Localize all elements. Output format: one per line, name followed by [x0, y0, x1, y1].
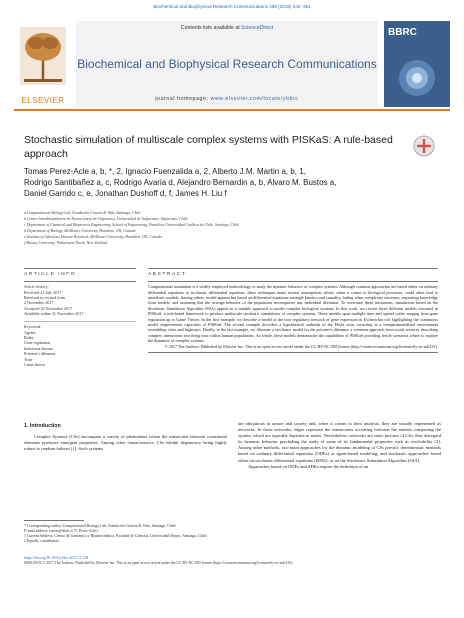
affiliation: c Department of Chemical and Bioprocess Engineering, School of Engineering, Pontificia Universidad Católica de Chile, Santiago, Chile	[24, 223, 240, 227]
contents-availability	[76, 25, 378, 31]
intro-column-right	[238, 421, 441, 470]
article-info-heading: ARTICLE INFO	[24, 271, 77, 277]
cover-graphic-icon	[392, 55, 442, 101]
affiliation: d Department of Biology, McMaster University, Hamilton, ON, Canada	[24, 229, 136, 233]
history-entry: Received 21 July 2017	[24, 289, 62, 295]
keyword: Agents	[24, 329, 36, 335]
keywords-label: Keywords:	[24, 324, 42, 330]
footnote[interactable]: E-mail address: tomas@dlab.cl (T. Perez-Acle).	[24, 528, 99, 533]
affiliation: e Institute of Infectious Disease Research, McMaster University, Hamilton, ON, Canada	[24, 235, 162, 239]
history-entry: Available online 21 November 2017	[24, 311, 84, 317]
authors-line[interactable]: Rodrigo Santibañez a, c, Rodrigo Avaria d, Alejandro Bernardin a, b, Alvaro M. Bustos a,	[24, 178, 337, 187]
homepage-link[interactable]: www.elsevier.com/locate/ybbrc	[210, 96, 299, 102]
paragraph: Approaches based on ODEs and SDEs require the definition of an	[248, 463, 369, 469]
footnote: * Corresponding author. Computational Biology Lab, Fundación Ciencia & Vida, Santiago, Chile.	[24, 523, 177, 528]
elsevier-tree-icon	[14, 21, 72, 93]
history-label: Article history:	[24, 284, 49, 290]
abstract-body: Computational simulation is a widely employed methodology to study the dynamic behavior of complex systems. Although common approaches are based either on ordinary differential equations or stochastic differential equations, these techniques make several assumptions which, when it comes to biological processes, could often lead to unrealistic models. Among others, model approaches based on differential equations entangle kinetics and causality, failing when complexity increases, separating knowledge from models, and assuming that the average behavior of the population encompasses any individual deviation. To overcome these limitations, simulations based on the Stochastic Simulation Algorithm (SSA) appear as a suitable approach to model complex biological systems. In this work, we review three different models executed in PISKaS: a rule-based framework to produce multiscale stochastic simulations of complex systems. These models span multiple time and spatial scales ranging from gene regulation up to Game Theory. In the first example, we describe a model of the core regulatory network of gene expression in Escherichia coli highlighting the continuous model improvement capacities of PISKaS. The second example describes a hypothetical outbreak of the Ebola virus occurring in a compartmentalized environment resembling cities and highways. Finally, in the last example, we illustrate a stochastic model for the prisoner's dilemma; a common approach from social sciences describing complex interactions involving trust within human populations. As whole, these models demonstrate the capabilities of PISKaS providing fertile scenarios where to explore the dynamics of complex systems.	[148, 284, 438, 344]
keyword: Gene regulation	[24, 340, 51, 346]
crossmark-icon[interactable]	[412, 134, 436, 158]
affiliation: f Massey University, Palmerston North, New Zealand	[24, 241, 108, 245]
keyword: Infectious disease	[24, 345, 54, 351]
article-info	[24, 268, 136, 367]
section-rule	[24, 321, 136, 322]
section-heading: 1. Introduction	[24, 423, 61, 429]
keyword: Trust	[24, 356, 33, 362]
section-rule	[24, 268, 136, 269]
journal-homepage	[76, 96, 378, 102]
history-entry: 2 November 2017	[24, 300, 54, 306]
keyword: Rules	[24, 335, 34, 341]
authors-line[interactable]: Daniel Garrido c, e, Jonathan Dushoff d, f, James H. Liu f	[24, 189, 227, 198]
footnotes	[24, 520, 227, 544]
authors-line[interactable]: Tomas Perez-Acle a, b, *, 2, Ignacio Fuenzalida a, 2, Alberto J.M. Martin a, b, 1,	[24, 167, 306, 176]
doi-link[interactable]: https://doi.org/10.1016/j.bbrc.2017.11.138	[24, 556, 89, 560]
abstract-section	[148, 268, 438, 353]
intro-column-left	[24, 434, 227, 452]
author-list	[24, 166, 434, 199]
article-title: Stochastic simulation of multiscale complex systems with PISKaS: A rule-based approach	[24, 134, 393, 160]
section-rule	[148, 281, 438, 282]
homepage-prefix: journal homepage:	[155, 96, 211, 102]
paragraph: Complex Systems (CSs) encompass a variety of phenomena where the interaction between constituent elements produces emergent properties. Among other characteristics, CSs exhibit degeneracy being highly robust to random failures [1]. Such systems	[24, 434, 227, 452]
footnote: 1 Current Address: Centro de Genómica y Bioinformática, Facultad de Ciencias, Universidad Mayor, Santiago, Chile.	[24, 533, 208, 538]
footnote-rule	[24, 520, 84, 521]
keyword: Game theory	[24, 362, 46, 368]
masthead-divider	[14, 109, 450, 111]
contents-prefix: Contents lists available at	[180, 25, 242, 31]
affiliation: b Centro Interdisciplinario de Neurociencia de Valparaíso, Universidad de Valparaíso, Valparaíso, Chile	[24, 217, 188, 221]
history-entry: Received in revised form	[24, 295, 66, 300]
paragraph: are ubiquitous in nature and society and, when it comes to their analysis, they are usually represented as networks. In these networks, edges represent the interactions occurring between the entities composing the system, which are typically depicted as nodes. Nevertheless, networks are static pictures of CSs: they disregard its dynamic behavior precluding the study of some of its fundamental properties such as evolvability [2]. Among other methods, two main approaches for the dynamic modeling of CSs prevail: deterministic methods based on ordinary differential equations (ODEs) or agent-based modeling, and stochastic approaches based either on stochastic differential equations (SDEs), or on the Stochastic Simulation Algorithm (SSA).	[238, 421, 441, 463]
footnote: 2 Equally contributors.	[24, 538, 60, 543]
elsevier-logo[interactable]	[14, 21, 72, 107]
journal-name[interactable]: Biochemical and Biophysical Research Communications	[77, 57, 377, 71]
section-rule	[148, 352, 438, 353]
journal-masthead	[14, 21, 450, 107]
section-rule	[24, 281, 136, 282]
abstract-heading: ABSTRACT	[148, 271, 187, 277]
history-entry: Accepted 20 November 2017	[24, 305, 73, 311]
section-rule	[148, 268, 438, 269]
affiliation: a Computational Biology Lab, Fundación Ciencia & Vida, Santiago, Chile	[24, 211, 141, 215]
sciencedirect-link[interactable]: ScienceDirect	[241, 25, 274, 31]
copyright-line[interactable]: 0006-291X/© 2017 The Authors. Published by Elsevier Inc. This is an open access article under the CC BY-NC-ND license (http://creativecommons.org/licenses/by-nc-nd/4.0/).	[24, 561, 294, 566]
affiliation-list	[24, 210, 434, 246]
publisher-name: ELSEVIER	[21, 96, 65, 105]
keyword: Prisoner's dilemma	[24, 351, 56, 357]
abstract-license[interactable]: © 2017 The Authors. Published by Elsevier Inc. This is an open access article under the CC BY-NC-ND license (http://creativecommons.org/licenses/by-nc-nd/4.0/).	[164, 343, 438, 349]
journal-reference[interactable]: Biochemical and Biophysical Research Communications 498 (2018) 342–351	[153, 4, 311, 9]
article-footer	[24, 556, 440, 566]
cover-title: BBRC	[388, 27, 417, 38]
journal-cover-image[interactable]	[384, 21, 450, 107]
